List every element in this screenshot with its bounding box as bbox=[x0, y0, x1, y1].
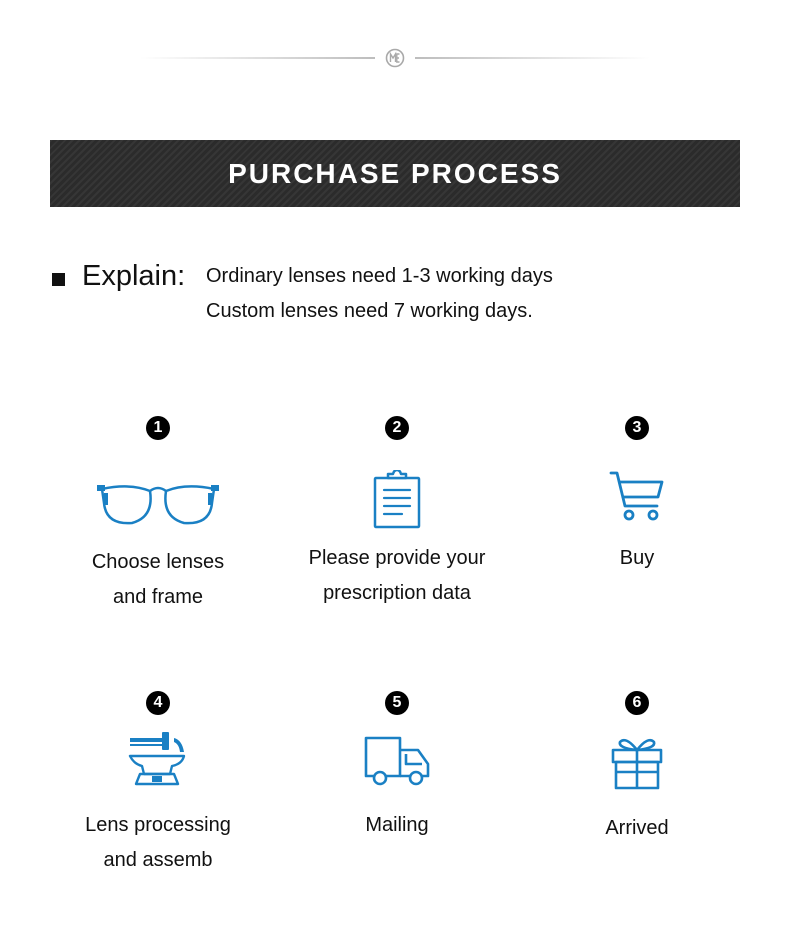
anvil-icon bbox=[126, 730, 190, 788]
step-label-line2: and frame bbox=[112, 586, 204, 608]
step-label-line1: Choose lenses bbox=[91, 551, 225, 573]
truck-icon bbox=[362, 736, 432, 788]
step-label-line2: prescription data bbox=[323, 582, 471, 604]
step-label-line1: Please provide your bbox=[308, 547, 486, 569]
page-title: PURCHASE PROCESS bbox=[228, 157, 562, 189]
divider-line-right bbox=[415, 57, 650, 59]
brand-logo-icon bbox=[385, 48, 405, 68]
step-label-line1: Mailing bbox=[365, 814, 429, 836]
step-number: 5 bbox=[385, 691, 409, 715]
section-banner bbox=[50, 140, 740, 207]
step-number: 1 bbox=[146, 416, 170, 440]
gift-icon bbox=[610, 734, 664, 790]
step-number: 4 bbox=[146, 691, 170, 715]
step-number: 6 bbox=[625, 691, 649, 715]
clipboard-icon bbox=[372, 470, 422, 530]
step-label-line1: Lens processing bbox=[85, 814, 231, 836]
step-number: 2 bbox=[385, 416, 409, 440]
step-label-line2: and assemb bbox=[103, 849, 213, 871]
explain-line-ordinary: Ordinary lenses need 1-3 working days bbox=[206, 265, 553, 287]
step-number: 3 bbox=[625, 416, 649, 440]
top-divider bbox=[140, 48, 650, 68]
glasses-icon bbox=[96, 477, 220, 537]
cart-icon bbox=[609, 470, 665, 522]
bullet-square-icon bbox=[52, 273, 65, 286]
step-label-line1: Arrived bbox=[605, 817, 669, 839]
step-label-line1: Buy bbox=[619, 547, 655, 569]
divider-line-left bbox=[140, 57, 375, 59]
explain-label: Explain: bbox=[82, 260, 186, 292]
explain-line-custom: Custom lenses need 7 working days. bbox=[206, 300, 533, 322]
